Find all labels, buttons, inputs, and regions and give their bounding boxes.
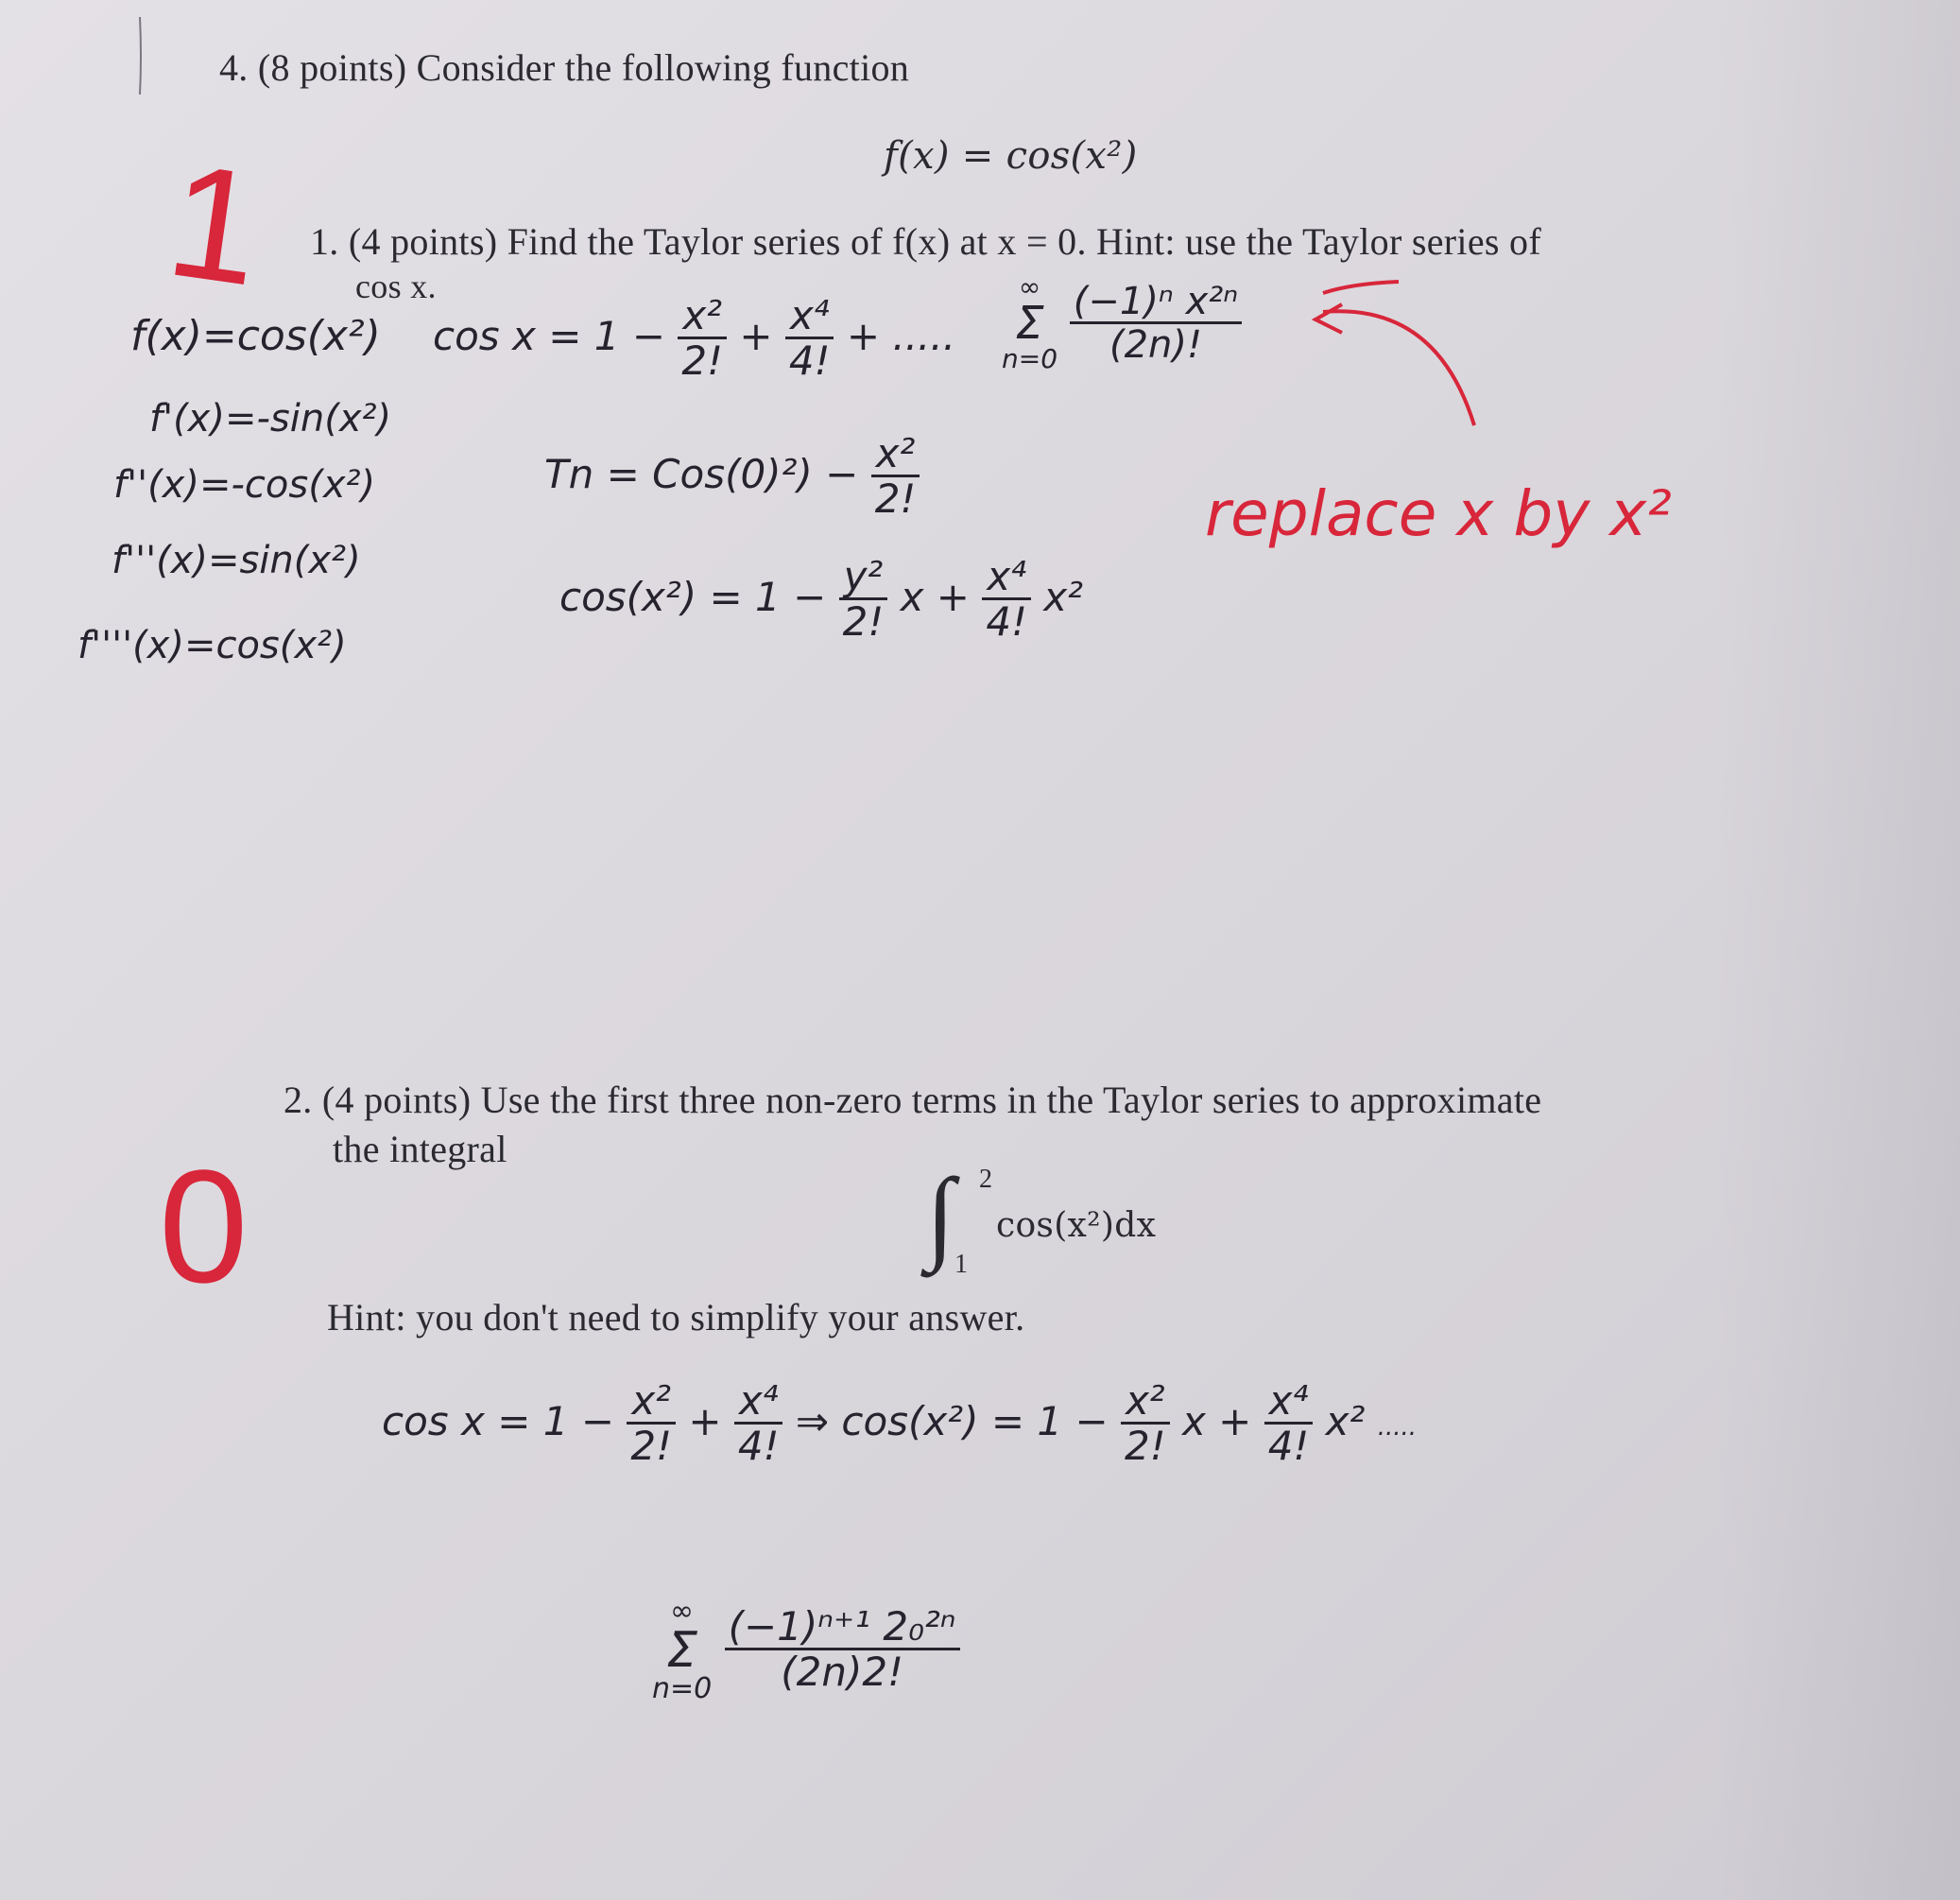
- hw-derivative-0: f(x)=cos(x²): [130, 312, 381, 360]
- part2-question: 2. (4 points) Use the first three non-zero terms in the Taylor series to approximate: [284, 1079, 1542, 1121]
- grader-comment: replace x by x²: [1205, 477, 1672, 550]
- integral-upper-limit: 2: [979, 1165, 993, 1194]
- hw-part2-sum: ∞ Σ n=0 $\frac{\text{(−1)ⁿ⁺¹ 2₀²ⁿ}}{(2n)2!}$: [652, 1598, 960, 1703]
- part2-question-cont: the integral: [333, 1128, 507, 1170]
- integrand: cos(x²)dx: [996, 1206, 1157, 1245]
- hw-cosx2-line: cos(x²) = 1 − $\frac{\text{y²}}{2!}$ x + $\frac{\text{x⁴}}{4!}$ x²: [559, 553, 1083, 646]
- hw-derivative-1: f'(x)=-sin(x²): [149, 397, 392, 440]
- hw-cosx-sum: ∞ Σ n=0 $\frac{\text{(−1)ⁿ x²ⁿ}}{(2n)!}$: [1002, 274, 1242, 372]
- part1-score: 1: [158, 130, 272, 320]
- part2-hint: Hint: you don't need to simplify your answer.: [327, 1296, 1025, 1339]
- part2-score: 0: [159, 1137, 249, 1317]
- hw-tn-line: Tn = Cos(0)²) − $\frac{\text{x²}}{2!}$: [544, 433, 920, 521]
- integral-sign: ∫: [926, 1157, 955, 1272]
- part1-question: 1. (4 points) Find the Taylor series of f(x) at x = 0. Hint: use the Taylor series of: [310, 220, 1541, 263]
- hw-cosx-series: cos x = 1 − $\frac{\text{x²}}{2!}$ + $\frac{\text{x⁴}}{4!}$ + .....: [433, 292, 956, 385]
- integral-lower-limit: 1: [954, 1250, 969, 1279]
- hw-derivative-4: f''''(x)=cos(x²): [77, 624, 347, 667]
- hw-part2-line: cos x = 1 − $\frac{\text{x²}}{2!}$ + $\frac{\text{x⁴}}{4!}$ ⇒ cos(x²) = 1 − $\frac{\text{x²}}{2!}$ x + $\frac{\text{x⁴}}{4!}$ x² .....: [382, 1377, 1418, 1470]
- problem-header: 4. (8 points) Consider the following function: [219, 46, 910, 89]
- function-definition: f(x) = cos(x²): [884, 134, 1138, 178]
- hw-derivative-3: f'''(x)=sin(x²): [112, 539, 361, 582]
- part1-question-cont: cos x.: [355, 268, 437, 305]
- hw-derivative-2: f''(x)=-cos(x²): [113, 463, 376, 507]
